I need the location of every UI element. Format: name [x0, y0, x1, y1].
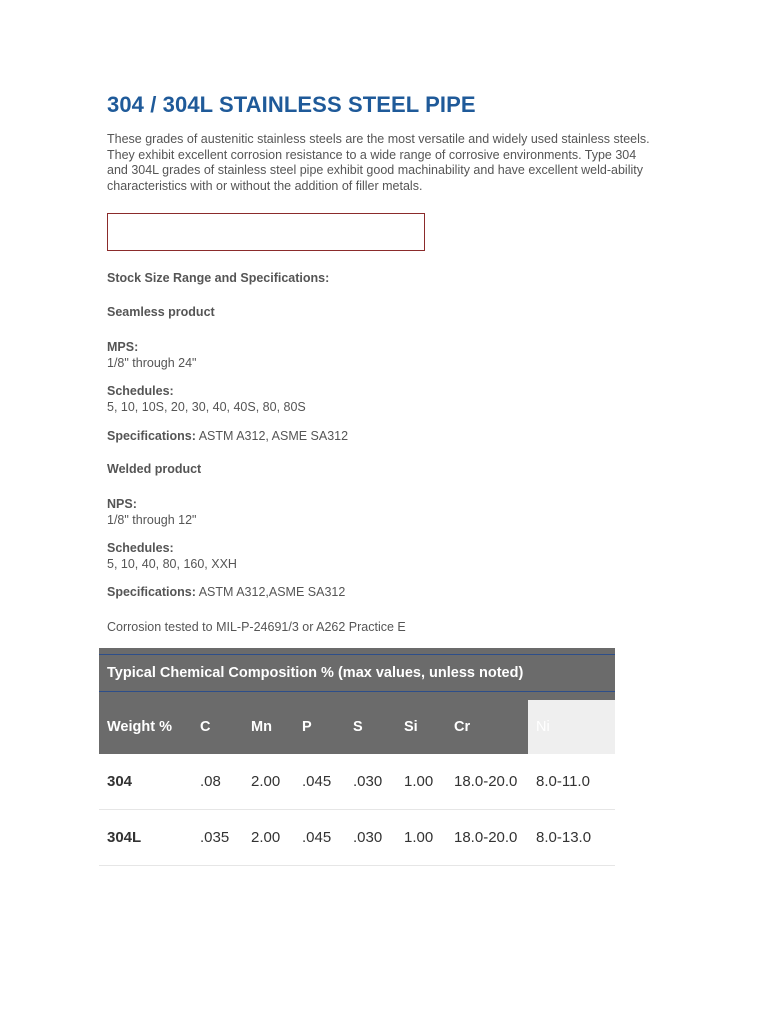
header-weight: Weight % — [99, 700, 192, 754]
header-cr: Cr — [446, 700, 528, 754]
cell-cr: 18.0-20.0 — [446, 754, 528, 810]
cell-p: .045 — [294, 754, 345, 810]
welded-specifications — [107, 585, 345, 601]
cell-si: 1.00 — [396, 754, 446, 810]
table-caption: Typical Chemical Composition % (max values, unless noted) — [99, 655, 615, 692]
row-grade: 304L — [99, 810, 192, 866]
header-c: C — [192, 700, 243, 754]
cell-c: .08 — [192, 754, 243, 810]
table-caption-row — [99, 655, 615, 692]
header-p: P — [294, 700, 345, 754]
table-header-row — [99, 700, 615, 754]
header-s: S — [345, 700, 396, 754]
welded-spec-label: Specifications: — [107, 585, 196, 599]
cell-c: .035 — [192, 810, 243, 866]
header-mn: Mn — [243, 700, 294, 754]
cell-cr: 18.0-20.0 — [446, 810, 528, 866]
cell-p: .045 — [294, 810, 345, 866]
row-grade: 304 — [99, 754, 192, 810]
seamless-spec-value: ASTM A312, ASME SA312 — [195, 429, 349, 443]
welded-size-label: NPS: — [107, 497, 137, 511]
seamless-schedules-value: 5, 10, 10S, 20, 30, 40, 40S, 80, 80S — [107, 400, 306, 414]
intro-paragraph: These grades of austenitic stainless steels are the most versatile and widely used stainless steels. They exhibit excellent corrosion resistance to a wide range of corrosive environments. Type 304 and 304L grades of stainless steel pipe exhibit good machinability and have excellent weld-ability characteristics with or without the addition of filler metals. — [107, 132, 650, 194]
header-si: Si — [396, 700, 446, 754]
welded-schedules-value: 5, 10, 40, 80, 160, XXH — [107, 557, 237, 571]
welded-spec-value: ASTM A312,ASME SA312 — [195, 585, 346, 599]
seamless-size-value: 1/8" through 24" — [107, 356, 197, 370]
table-spacer-row — [99, 692, 615, 701]
cell-s: .030 — [345, 754, 396, 810]
corrosion-note: Corrosion tested to MIL-P-24691/3 or A262 Practice E — [107, 620, 406, 634]
page-title: 304 / 304L STAINLESS STEEL PIPE — [107, 92, 476, 117]
seamless-spec-label: Specifications: — [107, 429, 196, 443]
seamless-specifications — [107, 429, 348, 445]
header-ni: Ni — [528, 700, 615, 754]
cell-mn: 2.00 — [243, 810, 294, 866]
composition-table — [99, 648, 615, 866]
cell-s: .030 — [345, 810, 396, 866]
seamless-size-label: MPS: — [107, 340, 139, 354]
cell-ni: 8.0-13.0 — [528, 810, 615, 866]
seamless-schedules-label: Schedules: — [107, 384, 174, 398]
table-row — [99, 810, 615, 866]
cell-si: 1.00 — [396, 810, 446, 866]
table-row — [99, 754, 615, 810]
welded-heading: Welded product — [107, 462, 202, 476]
cell-mn: 2.00 — [243, 754, 294, 810]
empty-box — [107, 213, 425, 251]
welded-schedules-label: Schedules: — [107, 541, 174, 555]
cell-ni: 8.0-11.0 — [528, 754, 615, 810]
seamless-heading: Seamless product — [107, 305, 215, 319]
welded-size-value: 1/8" through 12" — [107, 513, 197, 527]
stock-heading: Stock Size Range and Specifications: — [107, 271, 330, 285]
